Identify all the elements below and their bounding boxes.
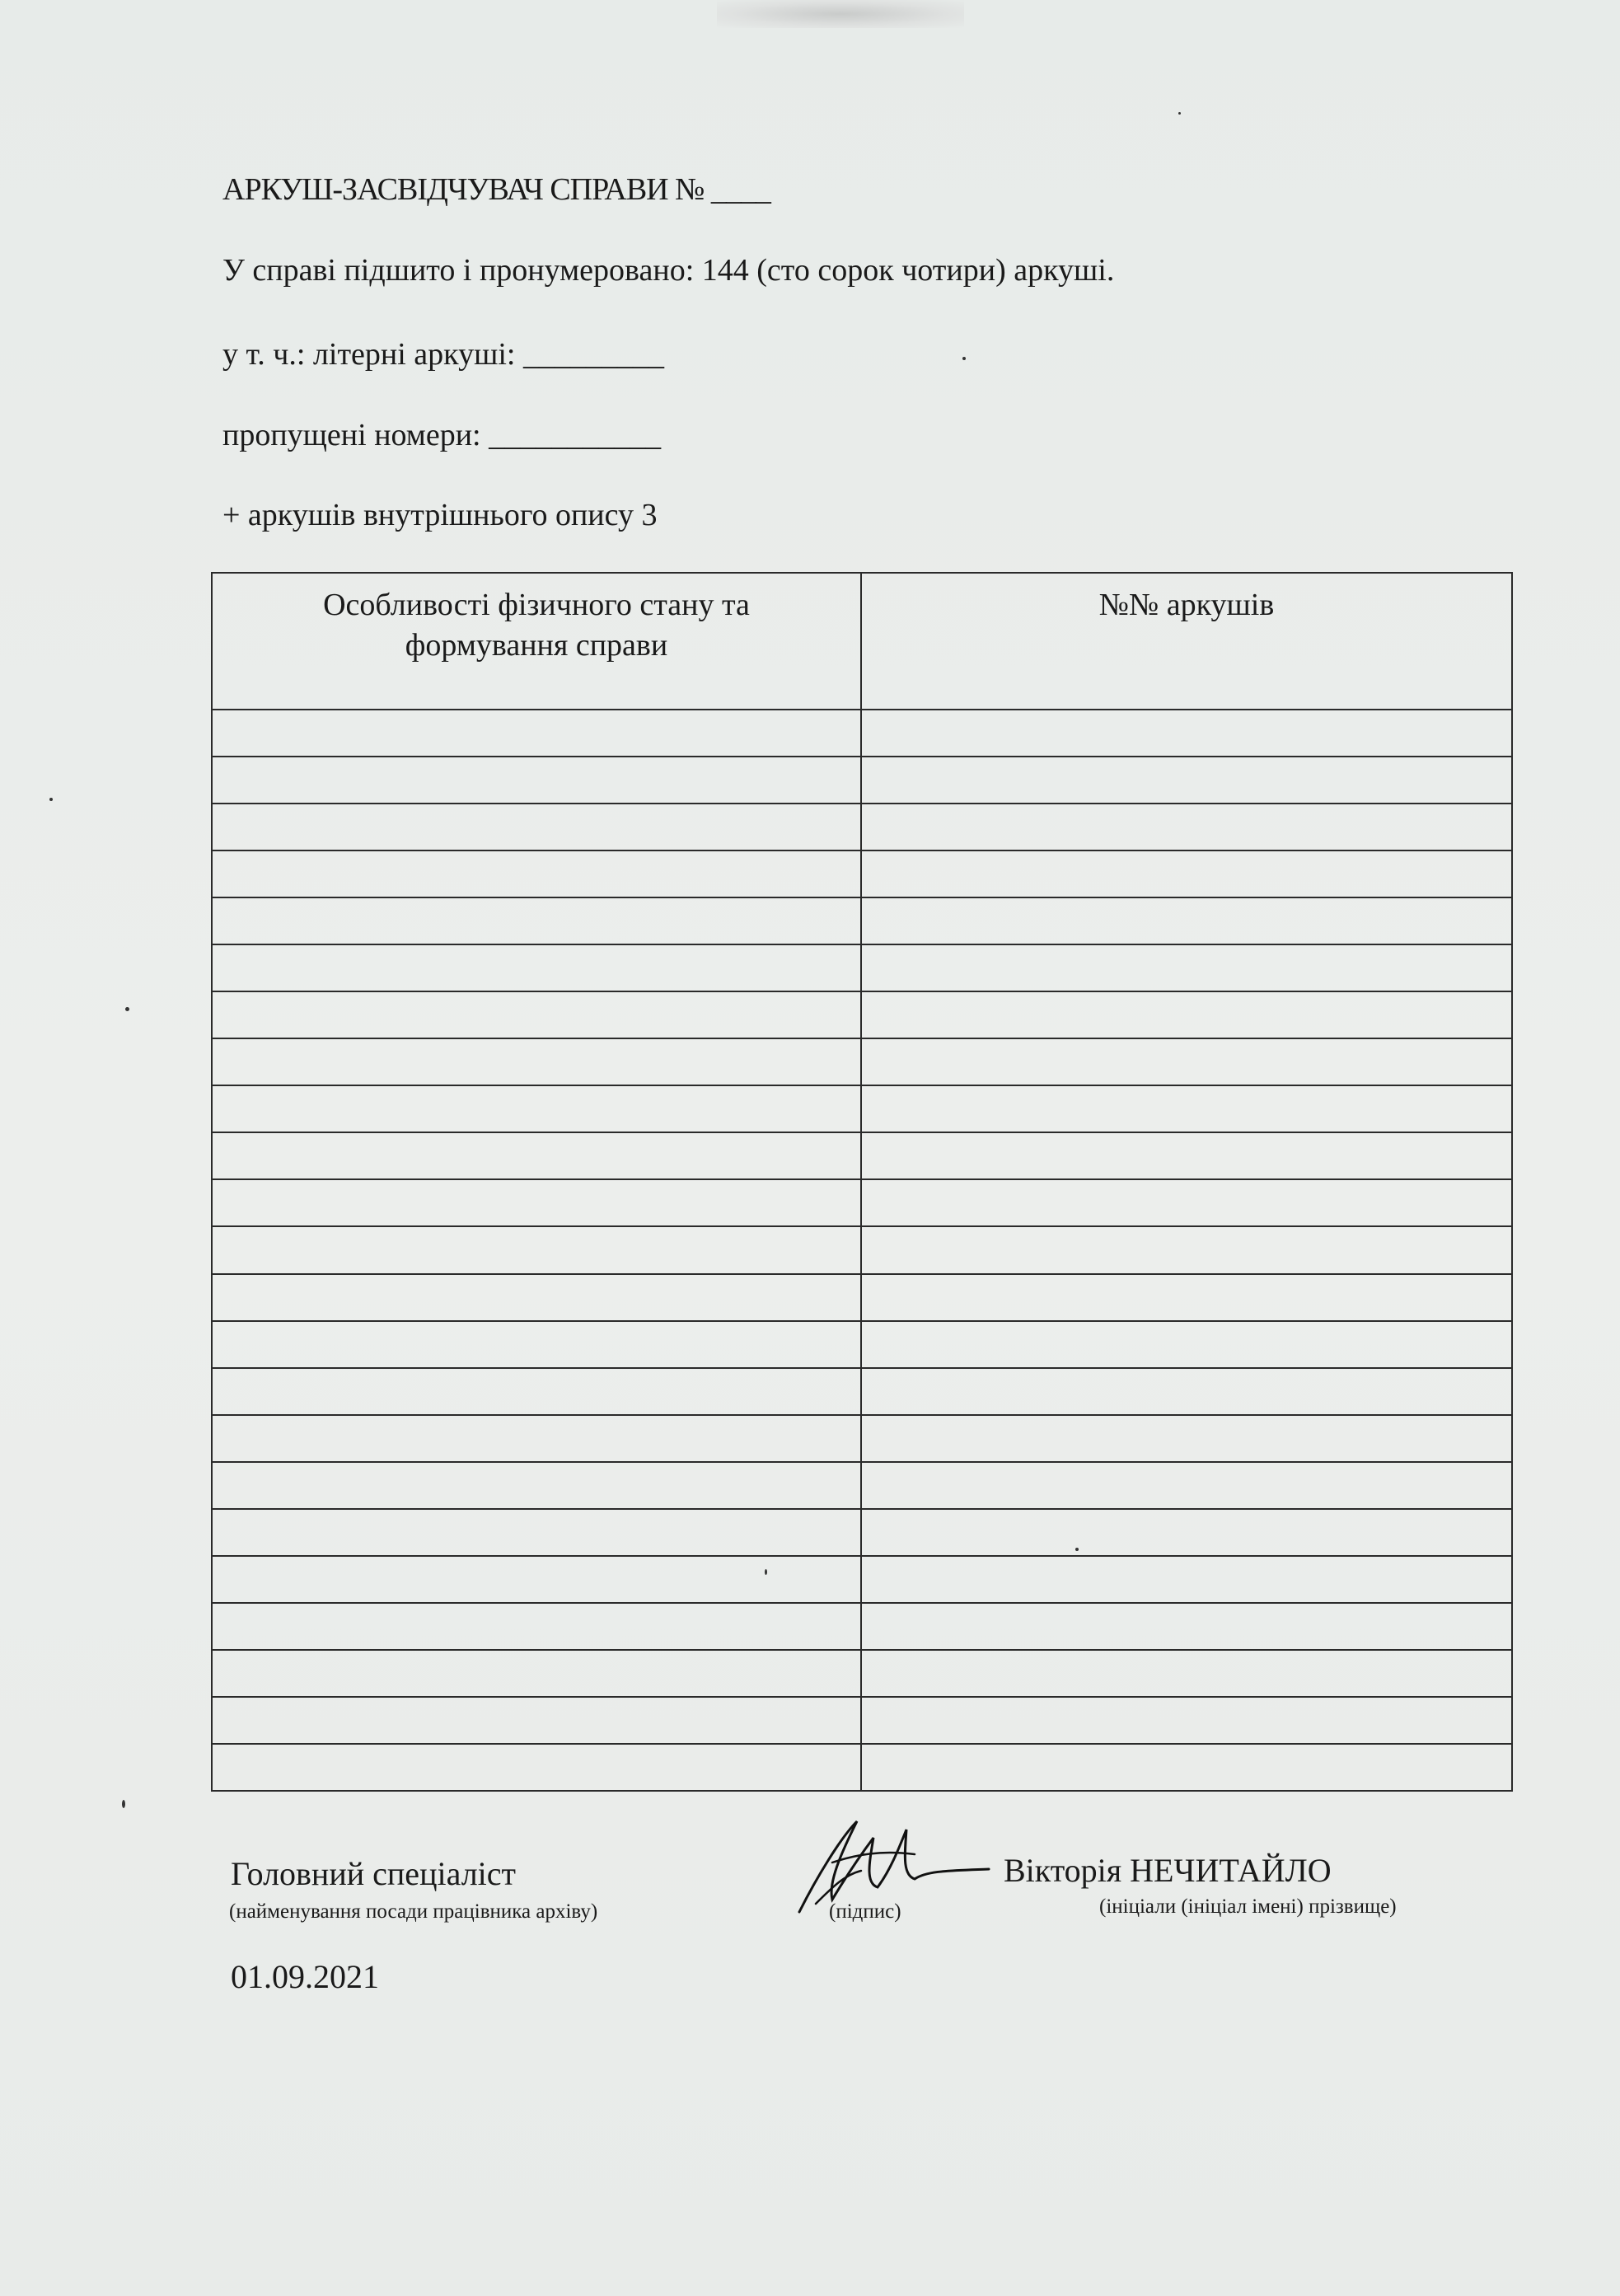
table-row-line [213,1743,1511,1745]
signature-date: 01.09.2021 [231,1958,379,1995]
paper-speck [1075,1548,1079,1551]
table-row-line [213,1602,1511,1604]
paper-speck [962,357,966,360]
table-row-line [213,1273,1511,1275]
sewn-sheets-line: У справі підшито і пронумеровано: 144 (сто сорок чотири) аркуші. [222,253,1115,288]
table-row-line [213,1132,1511,1133]
table-row-line [213,850,1511,851]
table-row-line [213,1649,1511,1651]
letter-sheets-line: у т. ч.: літерні аркуші: _________ [222,337,664,372]
paper-speck [765,1569,767,1575]
table-row-line [213,1178,1511,1180]
page-title: АРКУШ-ЗАСВІДЧУВАЧ СПРАВИ № ____ [222,172,770,207]
table-row-line [213,897,1511,898]
table-row-line [213,1367,1511,1369]
table-row-line [213,1320,1511,1322]
table-row-line [213,803,1511,804]
signer-name-caption: (ініціали (ініціал імені) прізвище) [1099,1895,1397,1918]
inventory-sheets-line: + аркушів внутрішнього опису 3 [222,498,658,532]
table-row-line [213,709,1511,710]
table-row-line [213,1038,1511,1039]
signature-caption: (підпис) [829,1900,901,1923]
table-row-line [213,756,1511,757]
table-row-line [213,944,1511,945]
table-header-condition [213,574,860,709]
table-header-sheets [862,574,1511,709]
tape-mark [717,0,964,28]
signer-name: Вікторія НЕЧИТАЙЛО [1004,1852,1332,1889]
table-row-line [213,1508,1511,1510]
paper-speck [125,1007,129,1011]
paper-speck [49,798,53,801]
paper-speck [1178,112,1181,115]
table-header-sheets-label: №№ аркушів [1098,588,1275,622]
table-row-line [213,1696,1511,1698]
table-header-condition-label: Особливості фізичного стану та формування справи [323,588,750,663]
table-row-line [213,991,1511,992]
table-row-line [213,1414,1511,1416]
paper-speck [122,1800,125,1808]
position-title: Головний спеціаліст [231,1855,516,1892]
table-row-line [213,1085,1511,1086]
missing-numbers-line: пропущені номери: ___________ [222,418,662,452]
position-caption: (найменування посади працівника архіву) [229,1900,598,1923]
table-row-line [213,1225,1511,1227]
condition-table [211,572,1513,1792]
table-row-line [213,1461,1511,1463]
table-row-line [213,1555,1511,1557]
